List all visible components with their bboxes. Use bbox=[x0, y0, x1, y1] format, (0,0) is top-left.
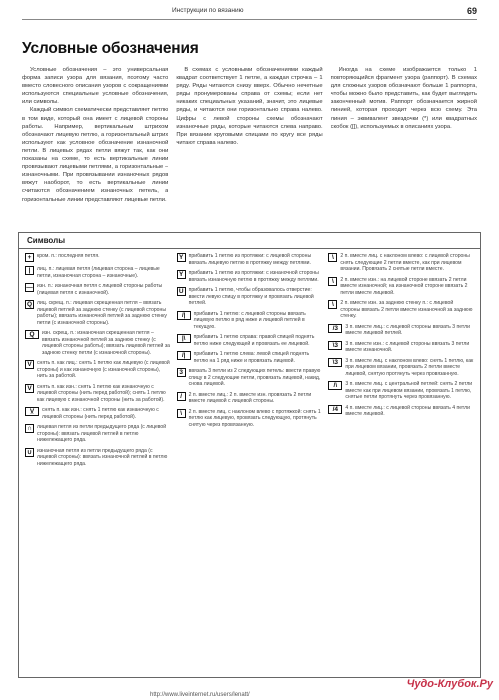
symbol-description: лиц. п.: лицевая петля (лицевая сторона – лицевые петли, изнаночная сторона – изнаночные). bbox=[37, 266, 160, 279]
symbol-entry bbox=[328, 341, 474, 354]
symbol-description: прибавить 1 петлю справа: правой спицей поднять петлю ниже следующей и провязать ее лицевой. bbox=[193, 334, 315, 347]
intro-paragraph: Каждый символ схематически представляет петлю в том виде, который она имеет с лицевой стороны работы. Например, вертикальным штрихом обозначают лицевую петлю, а горизонтальный штрих используют как условное обозначение изнаночной петли. В лицевых рядах петли вяжут так, как они показаны на схеме, то есть вертикальные линии провязывают лицевыми петлями, а горизонтальные – изнаночными. При провязывании изнаночных рядов вяжут наоборот, то есть вертикальные линии считаются обозначением изнаночных петель, а горизонтальные линии представляют лицевые петли. bbox=[22, 107, 169, 203]
symbols-title: Символы bbox=[19, 233, 480, 249]
symbol-entry bbox=[25, 330, 171, 356]
page-number: 69 bbox=[466, 5, 477, 16]
watermark-url: http://www.liveinternet.ru/users/lenatt/ bbox=[150, 692, 250, 698]
stitch-symbol-icon: | bbox=[25, 266, 34, 275]
stitch-symbol-icon: /\ bbox=[328, 381, 342, 390]
symbol-description: изнаночная петля из петли предыдущего ряда (с лицевой стороны): ввязать изнаночной петлей в петлю нижележащего ряда. bbox=[37, 447, 168, 467]
stitch-symbol-icon: + bbox=[25, 253, 34, 262]
symbol-entry bbox=[328, 405, 474, 418]
stitch-symbol-icon: V̲ bbox=[25, 407, 39, 416]
symbol-description: 4 п. вместе лиц.: с лицевой стороны ввязать 4 петли вместе лицевой. bbox=[345, 404, 470, 417]
stitch-symbol-icon: \ bbox=[328, 253, 337, 262]
symbol-entry bbox=[25, 283, 171, 296]
symbol-entry bbox=[177, 270, 323, 283]
symbol-description: снять п. как лиц.: снять 1 петлю как лицевую (с лицевой стороны) и как изнаночную (с изнаночной стороны), нить за работой. bbox=[37, 360, 170, 379]
symbols-columns bbox=[19, 249, 480, 677]
symbol-entry bbox=[25, 360, 171, 380]
symbol-description: 3 п. вместе лиц.: с лицевой стороны ввязать 3 петли вместе лицевой петлей. bbox=[345, 323, 470, 336]
symbol-description: прибавить 1 петлю, чтобы образовалось отверстие: ввести левую спицу в протяжку и провязать лицевой петлей. bbox=[188, 287, 314, 306]
symbol-entry bbox=[177, 311, 323, 331]
symbol-entry bbox=[25, 384, 171, 404]
symbol-entry bbox=[25, 266, 171, 279]
symbol-description: 2 п. вместе лиц.: 2 п. вместе изн. провязать 2 петли вместе лицевой с лицевой стороны. bbox=[188, 391, 312, 404]
symbol-entry bbox=[25, 407, 171, 420]
stitch-symbol-icon: /4 bbox=[328, 405, 342, 414]
symbol-entry bbox=[177, 351, 323, 364]
symbol-description: лиц. скрещ. п.: лицевая скрещенная петля – ввязать лицевой петлей за заднюю стенку (с лицевой стороны работы); ввязать изнаночной петлей за заднюю стенку петли (с изнаночной стороны). bbox=[37, 300, 167, 326]
symbol-description: лицевая петля из петли предыдущего ряда (с лицевой стороны): ввязать лицевой петлей в петлю нижележащего ряда. bbox=[37, 424, 167, 443]
intro-paragraph: В схемах с условными обозначениями каждый квадрат соответствует 1 петле, а каждая строчка – 1 ряду. Ряды читаются снизу вверх. Обычно нечетные ряды пронумерованы справа от схемы; если нет никаких специальных указаний, значит, это лицевые ряды, и читаются они горизонтально справа налево. Цифры с левой стороны схемы обозначают изнаночные ряды, которые читаются слева направо. При вязании круговыми спицами по кругу все ряды читают справа налево. bbox=[176, 67, 323, 146]
intro-paragraph: Иногда на схеме изображается только 1 повторяющийся фрагмент узора (раппорт). В схемах для сложных узоров обозначают больше 1 раппорта, чтобы можно было представить, как будет выглядеть законченный мотив. Раппорт обозначается жирной линией, которая проходит через всю схему. Эта линия – эквивалент звездочки (*) или квадратных скобок ([]), используемых в описаниях узора. bbox=[330, 67, 477, 130]
stitch-symbol-icon: V bbox=[25, 384, 34, 393]
symbol-description: изн. скрещ. п.: изнаночная скрещенная петля – ввязать изнаночной петлей за заднюю стенку (с лицевой стороны работы); ввязать лицевой петлей за заднюю стенку петли (с изнаночной стороны). bbox=[42, 330, 170, 356]
symbols-column bbox=[177, 253, 323, 673]
symbol-description: снять п. как изн.: снять 1 петлю как изнаночную с лицевой стороны (нить перед работой). bbox=[42, 407, 159, 420]
symbol-entry bbox=[177, 368, 323, 388]
intro-paragraph: Условные обозначения – это универсальная форма записи узора для вязания, поэтому часто вместо словесного описания узоров с сокращениями используются специальные условные обозначения, или символы. bbox=[22, 67, 169, 106]
stitch-symbol-icon: /| bbox=[177, 351, 191, 360]
symbol-entry bbox=[328, 277, 474, 297]
symbol-description: 2 п. вместе лиц. с наклоном влево с протяжкой: снять 1 петлю как лицевую, провязать следующую, протянуть снятую через провязанную. bbox=[188, 408, 321, 428]
symbol-description: 2 п. вместе лиц. с наклоном влево: с лицевой стороны снять следующие 2 петли вместе, как при лицевом вязании. Провязать 2 снятые петли вместе. bbox=[340, 253, 470, 272]
symbol-entry bbox=[177, 253, 323, 266]
symbol-entry bbox=[177, 392, 323, 405]
symbol-description: 3 п. вместе лиц. с центральной петлей: снять 2 петли вместе как при лицевом вязании, провязать 1 петлю, снятые петли протянуть через провязанную. bbox=[345, 381, 473, 400]
symbol-description: 3 п. вместе лиц. с наклоном влево: снять 1 петлю, как при лицевом вязании, провязать 2 петли вместе лицевой, снятую протянуть через провязанную. bbox=[345, 357, 474, 377]
page-title: Условные обозначения bbox=[22, 40, 199, 57]
stitch-symbol-icon: ∪ bbox=[25, 448, 34, 457]
symbol-description: кром. п.: последняя петля. bbox=[37, 253, 100, 259]
symbol-entry bbox=[177, 287, 323, 307]
stitch-symbol-icon: Y bbox=[177, 270, 186, 279]
symbol-entry bbox=[25, 253, 171, 262]
stitch-symbol-icon: Y bbox=[177, 253, 186, 262]
symbol-entry bbox=[328, 381, 474, 401]
stitch-symbol-icon: \ bbox=[328, 300, 337, 309]
stitch-symbol-icon: U bbox=[177, 287, 186, 296]
stitch-symbol-icon: Q bbox=[26, 301, 33, 308]
symbol-entry bbox=[177, 409, 323, 429]
symbol-description: 2 п. вместе изн.: на лицевой стороне ввязать 2 петли вместе изнаночной; на изнаночной стороне ввязать 2 петли вместе лицевой. bbox=[340, 276, 468, 296]
stitch-symbol-icon: \ bbox=[177, 409, 186, 418]
stitch-symbol-icon: \ bbox=[328, 277, 337, 286]
symbol-description: прибавить 1 петлю: с лицевой стороны ввязать лицевую петлю в ряд ниже и лицевой петлей в текущую. bbox=[193, 310, 306, 330]
stitch-symbol-icon: / bbox=[177, 392, 186, 401]
stitch-symbol-icon: — bbox=[26, 284, 33, 291]
symbol-entry bbox=[328, 358, 474, 378]
symbol-description: прибавить 1 петлю слева: левой спицей поднять петлю на 1 ряд ниже и провязать лицевой. bbox=[193, 351, 310, 364]
symbol-entry bbox=[328, 324, 474, 337]
watermark-logo: Чудо-Клубок.Ру bbox=[406, 678, 493, 690]
symbol-description: прибавить 1 петлю из протяжки: с изнаночной стороны ввязать изнаночную петлю в протяжку между петлями. bbox=[188, 270, 319, 283]
symbol-description: изн. п.: изнаночная петля с лицевой стороны работы (лицевая петля с изнаночной). bbox=[37, 283, 163, 296]
symbol-entry bbox=[177, 334, 323, 347]
stitch-symbol-icon: /3 bbox=[328, 324, 342, 333]
symbol-description: 2 п. вместе изн. за заднюю стенку п.: с лицевой стороны ввязать 2 петли вместе изнаночной за заднюю стенку. bbox=[340, 300, 473, 319]
symbol-entry bbox=[25, 424, 171, 444]
section-title: Инструкции по вязанию bbox=[172, 7, 244, 14]
symbol-description: 3 п. вместе изн.: с лицевой стороны ввязать 3 петли вместе изнаночной. bbox=[345, 340, 470, 353]
stitch-symbol-icon: \3 bbox=[328, 358, 342, 367]
symbol-entry bbox=[328, 253, 474, 273]
stitch-symbol-icon: V bbox=[25, 360, 34, 369]
symbol-description: снять п. как изн.: снять 1 петлю как изнаночную с лицевой стороны (нить перед работой); снять 1 петлю как лицевую с изнаночной стороны (нить за работой). bbox=[37, 383, 166, 403]
page-header bbox=[22, 4, 477, 20]
symbols-column bbox=[25, 253, 171, 673]
stitch-symbol-icon: Q̲ bbox=[25, 330, 39, 339]
stitch-symbol-icon: \3 bbox=[328, 341, 342, 350]
symbol-description: прибавить 1 петлю из протяжки: с лицевой стороны ввязать лицевую петлю в протяжку между петлями. bbox=[188, 253, 312, 266]
symbols-column bbox=[328, 253, 474, 673]
symbol-entry bbox=[25, 300, 171, 326]
symbols-box bbox=[18, 232, 481, 678]
stitch-symbol-icon: /| bbox=[177, 311, 191, 320]
symbol-description: ввязать 3 петли из 2 следующих петель: ввести правую спицу в 2 следующие петли, провязать лицевой, накид, снова лицевой. bbox=[188, 368, 321, 387]
symbol-entry bbox=[328, 300, 474, 320]
stitch-symbol-icon: 3 bbox=[177, 368, 186, 377]
symbol-entry bbox=[25, 448, 171, 468]
stitch-symbol-icon: ∩ bbox=[25, 424, 34, 433]
stitch-symbol-icon: |\ bbox=[177, 334, 191, 343]
